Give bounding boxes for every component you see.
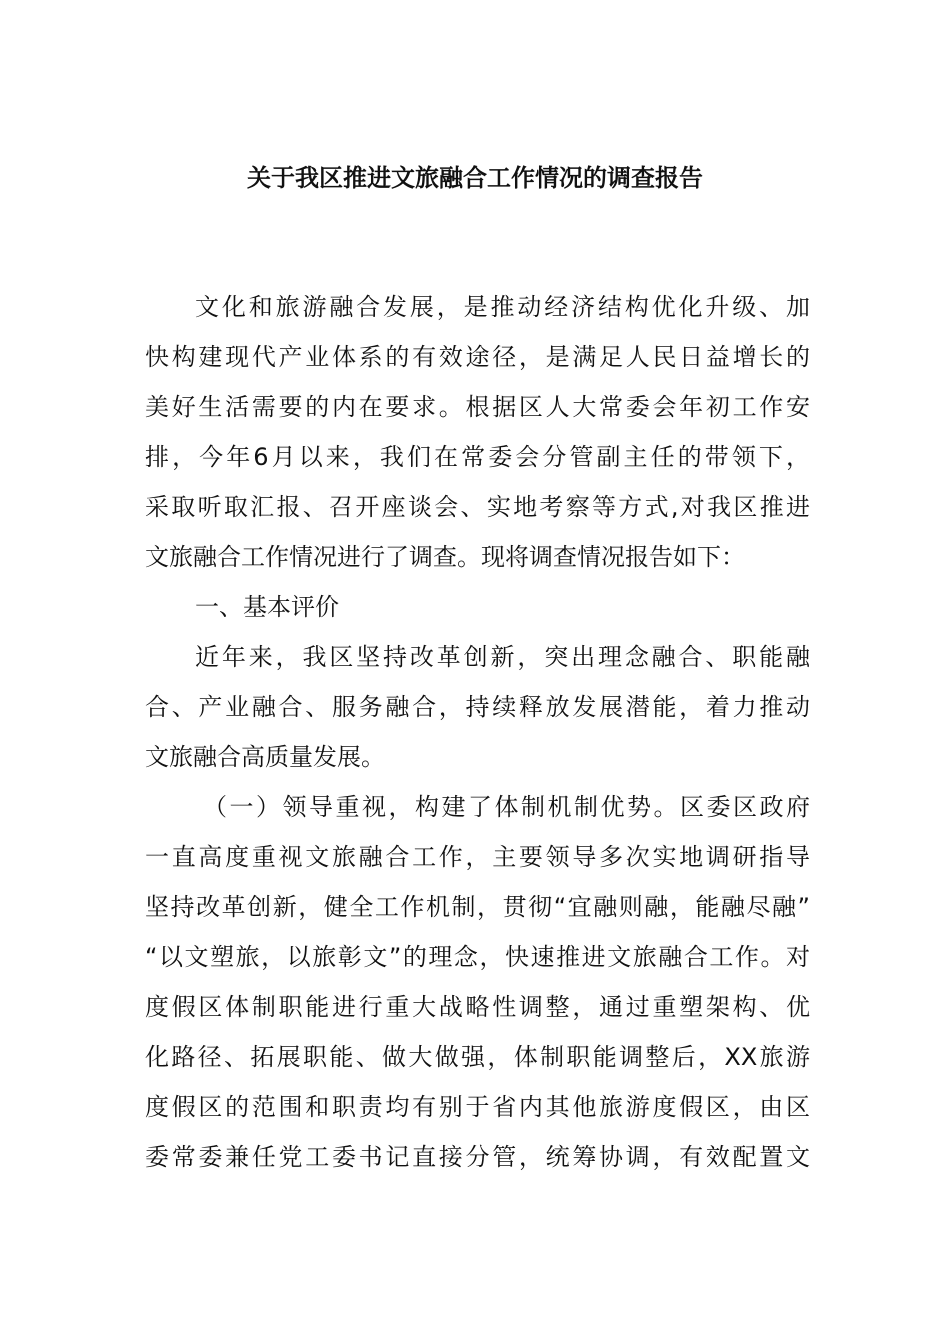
subsection-heading: （一）领导重视，构建了体制机制优势。区委区政府 [203,793,810,821]
text-line: 化路径、拓展职能、做大做强，体制职能调整后，XX旅游 [145,1043,810,1071]
text-line: 近年来，我区坚持改革创新，突出理念融合、职能融 [195,643,810,671]
text-line: 文旅融合工作情况进行了调查。现将调查情况报告如下： [145,543,745,571]
text-line: 美好生活需要的内在要求。根据区人大常委会年初工作安 [145,393,810,421]
text-line: 坚持改革创新，健全工作机制，贯彻“宜融则融，能融尽融” [145,893,810,921]
text-line: 文旅融合高质量发展。 [145,743,385,771]
text-line: 采取听取汇报、召开座谈会、实地考察等方式,对我区推进 [145,493,810,521]
text-line: 快构建现代产业体系的有效途径，是满足人民日益增长的 [145,343,810,371]
text-line: 一直高度重视文旅融合工作，主要领导多次实地调研指导 [145,843,810,871]
section-heading: 一、基本评价 [195,593,339,621]
text-line: 排，今年6月以来，我们在常委会分管副主任的带领下， [145,443,810,471]
document-body [145,282,810,1182]
text-line: 度假区的范围和职责均有别于省内其他旅游度假区，由区 [145,1093,810,1121]
document-title: 关于我区推进文旅融合工作情况的调查报告 [247,164,703,192]
text-line: 文化和旅游融合发展，是推动经济结构优化升级、加 [195,293,810,321]
text-line: 度假区体制职能进行重大战略性调整，通过重塑架构、优 [145,993,810,1021]
text-line: “以文塑旅，以旅彰文”的理念，快速推进文旅融合工作。对 [145,943,810,971]
text-line: 委常委兼任党工委书记直接分管，统筹协调，有效配置文 [145,1143,810,1171]
text-line: 合、产业融合、服务融合，持续释放发展潜能，着力推动 [145,693,810,721]
